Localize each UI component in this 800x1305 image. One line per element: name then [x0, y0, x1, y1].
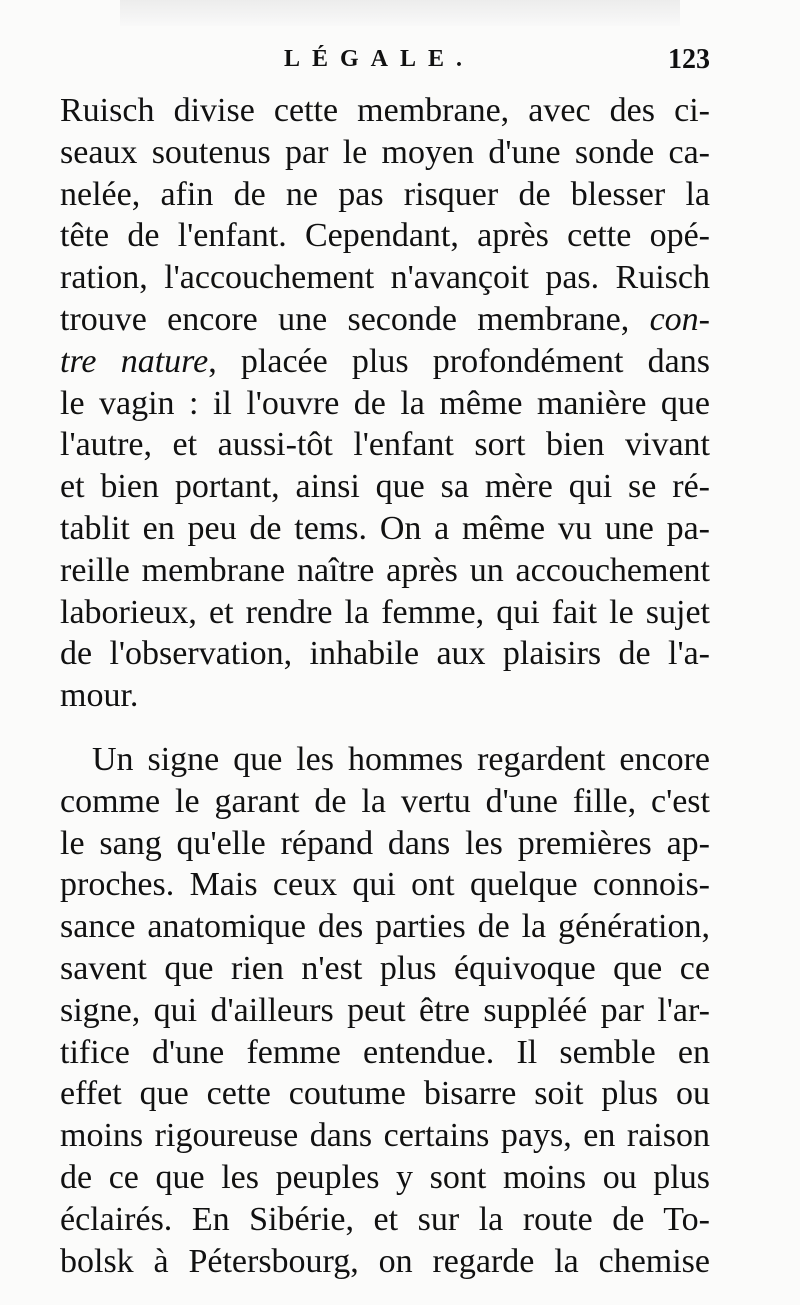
text-line: comme le garant de la vertu d'une fille, c'est — [60, 782, 710, 820]
text-line: nelée, afin de ne pas risquer de blesser la — [60, 175, 710, 213]
bleed-through-shadow — [120, 0, 680, 26]
text-line: ration, l'accouchement n'avançoit pas. Ruisch — [60, 259, 710, 297]
text-line: tête de l'enfant. Cependant, après cette opé- — [60, 217, 710, 255]
text-line: de l'observation, inhabile aux plaisirs de l'a- — [60, 635, 710, 673]
text-line: le sang qu'elle répand dans les premières ap- — [60, 824, 710, 862]
text-line: moins rigoureuse dans certains pays, en raison — [60, 1117, 710, 1155]
text-line: savent que rien n'est plus équivoque que ce — [60, 949, 710, 987]
paragraph — [60, 90, 710, 717]
text-line: trouve encore une seconde membrane, con- — [60, 300, 710, 338]
text-line: bolsk à Pétersbourg, on regarde la chemise — [60, 1242, 710, 1280]
text-line: sance anatomique des parties de la génération, — [60, 908, 710, 946]
text-line: effet que cette coutume bisarre soit plus ou — [60, 1075, 710, 1113]
text-line: laborieux, et rendre la femme, qui fait le sujet — [60, 593, 710, 631]
text-line: Un signe que les hommes regardent encore — [92, 740, 710, 778]
text-line: tifice d'une femme entendue. Il semble en — [60, 1033, 710, 1071]
text-line: proches. Mais ceux qui ont quelque connois- — [60, 866, 710, 904]
running-title: LÉGALE. — [284, 46, 475, 72]
body-text — [60, 90, 710, 1282]
running-head — [60, 42, 710, 82]
text-line: éclairés. En Sibérie, et sur la route de To- — [60, 1200, 710, 1238]
text-line: et bien portant, ainsi que sa mère qui se ré- — [60, 468, 710, 506]
text-line: tre nature, placée plus profondément dans — [60, 342, 711, 380]
page-number: 123 — [668, 44, 710, 75]
text-line: Ruisch divise cette membrane, avec des ci- — [60, 92, 710, 129]
text-line: seaux soutenus par le moyen d'une sonde ca- — [60, 133, 710, 171]
paragraph — [60, 739, 710, 1282]
text-line: l'autre, et aussi-tôt l'enfant sort bien vivant — [60, 426, 710, 464]
italic-text: con- — [649, 300, 710, 338]
text-line: de ce que les peuples y sont moins ou plus — [60, 1158, 710, 1196]
text-line: tablit en peu de tems. On a même vu une pa- — [60, 509, 710, 547]
text-line: mour. — [60, 677, 139, 715]
text-line: le vagin : il l'ouvre de la même manière que — [60, 384, 710, 422]
text-line: reille membrane naître après un accouchement — [60, 551, 710, 589]
text-line: signe, qui d'ailleurs peut être suppléé par l'ar- — [60, 991, 710, 1029]
italic-text: tre nature — [60, 342, 209, 380]
paragraph-gap — [60, 717, 710, 739]
